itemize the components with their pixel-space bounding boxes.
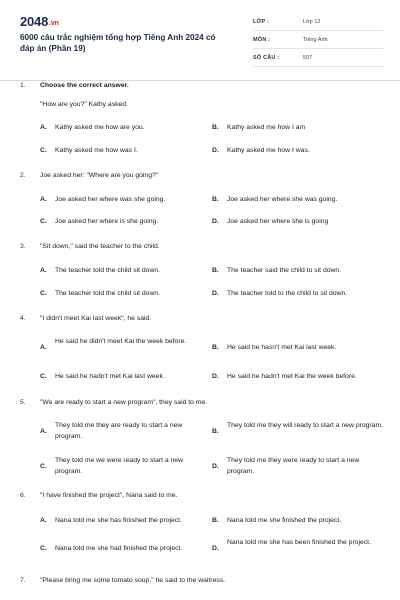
option-letter: A. bbox=[40, 344, 47, 351]
question-text: Joe asked her: "Where are you going?" bbox=[40, 172, 159, 179]
option-letter: A. bbox=[40, 267, 47, 274]
question-text: "Please bring me some tomato soup," he said to the waitress. bbox=[40, 577, 226, 584]
meta-value: Lớp 12 bbox=[303, 19, 321, 25]
meta-value: 507 bbox=[303, 55, 313, 61]
question-text: "I have finished the project", Nana said to me. bbox=[40, 492, 178, 499]
option-text: Joe asked her where she is going bbox=[227, 218, 329, 225]
option-letter: C. bbox=[40, 218, 47, 225]
option-letter: C. bbox=[40, 290, 47, 297]
question-number: 7. bbox=[20, 577, 26, 584]
question-text: "We are ready to start a new program", they said to me. bbox=[40, 399, 208, 406]
logo-suffix: .vn bbox=[49, 20, 59, 27]
option-letter: B. bbox=[212, 267, 219, 274]
option-letter: D. bbox=[212, 290, 219, 297]
option-letter: B. bbox=[212, 344, 219, 351]
option-text: Joe asked her where was she going. bbox=[55, 196, 166, 203]
document-header bbox=[20, 14, 382, 80]
option-text: They told me they are ready to start a new program. bbox=[55, 422, 183, 440]
option-text: The teacher told the child sit down. bbox=[55, 290, 161, 297]
question-text: "Sit down," said the teacher to the child. bbox=[40, 243, 160, 250]
meta-label: LỚP : bbox=[253, 19, 269, 25]
option-text: The teacher told to the child to sit down. bbox=[227, 290, 348, 297]
question-number: 5. bbox=[20, 399, 26, 406]
meta-label: MÔN : bbox=[253, 37, 271, 43]
option-letter: B. bbox=[212, 124, 219, 131]
option-text: Nana told me she finished the project. bbox=[227, 517, 342, 524]
option-text: He said he hadn't met Kai the week before. bbox=[227, 373, 357, 380]
option-letter: B. bbox=[212, 428, 219, 435]
option-text: He said he hasn't met Kai last week. bbox=[227, 344, 337, 351]
option-letter: D. bbox=[212, 463, 219, 470]
question-number: 4. bbox=[20, 315, 26, 322]
option-letter: D. bbox=[212, 545, 219, 552]
option-text: Nana told me she has finished the project. bbox=[55, 517, 182, 524]
meta-label: SỐ CÂU : bbox=[253, 55, 280, 61]
option-letter: A. bbox=[40, 196, 47, 203]
option-letter: B. bbox=[212, 196, 219, 203]
meta-row-subject bbox=[253, 34, 383, 49]
option-text: They told me they will ready to start a new program. bbox=[227, 422, 384, 429]
option-text: Kathy asked me how I was. bbox=[227, 147, 310, 154]
question-number: 2. bbox=[20, 172, 26, 179]
option-text: The teacher said the child to sit down. bbox=[227, 267, 342, 274]
question-number: 3. bbox=[20, 243, 26, 250]
option-letter: A. bbox=[40, 517, 47, 524]
option-letter: C. bbox=[40, 147, 47, 154]
option-text: Joe asked her where she was going. bbox=[227, 196, 338, 203]
option-text: Kathy asked me how was I. bbox=[55, 147, 138, 154]
option-letter: A. bbox=[40, 428, 47, 435]
meta-row-class bbox=[253, 16, 383, 31]
meta-row-count bbox=[253, 52, 383, 67]
question-text: Choose the correct answer. bbox=[40, 82, 129, 89]
option-text: The teacher told the child sit down. bbox=[55, 267, 161, 274]
option-text: Joe asked her where is she going. bbox=[55, 218, 159, 225]
option-text: He said he hadn't met Kai last week. bbox=[55, 373, 165, 380]
option-letter: B. bbox=[212, 517, 219, 524]
option-text: Kathy asked me how are you. bbox=[55, 124, 145, 131]
option-text: They told me they were ready to start a new program. bbox=[227, 457, 360, 475]
option-text: Nana told me she had finished the project. bbox=[55, 545, 183, 552]
site-logo[interactable] bbox=[20, 14, 59, 29]
document-meta bbox=[253, 16, 383, 70]
header-divider bbox=[0, 80, 400, 81]
meta-value: Tiếng Anh bbox=[303, 37, 328, 43]
logo-text: 2048 bbox=[20, 14, 49, 29]
option-letter: A. bbox=[40, 124, 47, 131]
document-title: 6000 câu trắc nghiệm tổng hợp Tiếng Anh 2024 có đáp án (Phần 19) bbox=[20, 33, 216, 53]
option-text: He said he didn't meet Kai the week before. bbox=[55, 338, 187, 345]
option-letter: C. bbox=[40, 373, 47, 380]
option-letter: D. bbox=[212, 218, 219, 225]
option-letter: C. bbox=[40, 463, 47, 470]
option-letter: D. bbox=[212, 373, 219, 380]
question-number: 1. bbox=[20, 82, 26, 89]
option-letter: C. bbox=[40, 545, 47, 552]
option-text: They told me we were ready to start a new program. bbox=[55, 457, 184, 475]
option-text: Kathy asked me how I am bbox=[227, 124, 306, 131]
option-letter: D. bbox=[212, 147, 219, 154]
option-text: Nana told me she has been finished the project. bbox=[227, 539, 371, 546]
question-text: "I didn't meet Kai last week", he said. bbox=[40, 315, 152, 322]
question-number: 6. bbox=[20, 492, 26, 499]
question-prompt: "How are you?" Kathy asked. bbox=[40, 101, 128, 108]
